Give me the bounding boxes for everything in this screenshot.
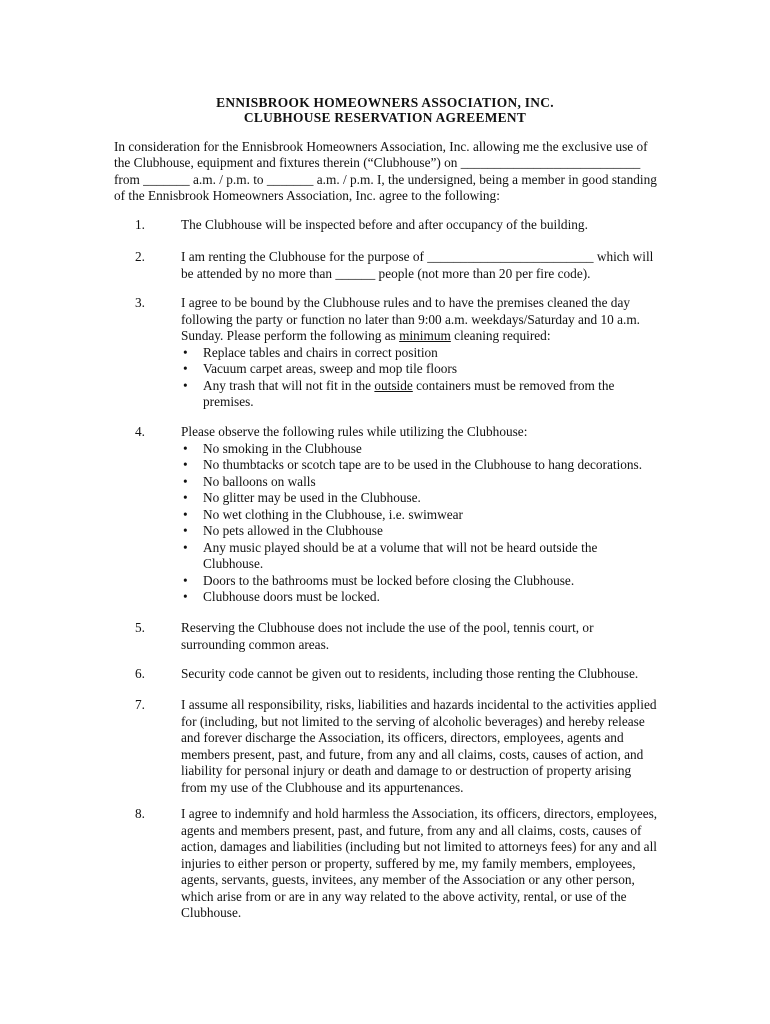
- item-text: action, damages and liabilities (including but not limited to attorneys fees) for any and all: [181, 839, 657, 854]
- bullet-item: • No glitter may be used in the Clubhouse.: [183, 490, 421, 505]
- item-text: following the party or function no later than 9:00 a.m. weekdays/Saturday and 10 a.m.: [181, 311, 640, 327]
- item-text: members present, past, and future, from any and all claims, costs, causes of action, and: [181, 746, 644, 762]
- intro-line: In consideration for the Ennisbrook Homeowners Association, Inc. allowing me the exclusive use of: [114, 139, 648, 154]
- item-text: from my use of the Clubhouse and its appurtenances.: [181, 779, 464, 795]
- bullet-item: • Replace tables and chairs in correct position: [183, 344, 438, 360]
- item-number: 8.: [135, 806, 145, 821]
- item-text: surrounding common areas.: [181, 636, 330, 652]
- item-number: 2.: [135, 249, 145, 264]
- intro-line: from _______ a.m. / p.m. to _______ a.m. / p.m. I, the undersigned, being a member in good standing: [114, 171, 657, 187]
- bullet-item: • Doors to the bathrooms must be locked before closing the Clubhouse.: [183, 572, 575, 588]
- bullet-item: • Vacuum carpet areas, sweep and mop tile floors: [183, 361, 458, 376]
- bullet-icon: •: [183, 473, 188, 489]
- item-text: I am renting the Clubhouse for the purpose of _________________________ which will: [181, 249, 654, 264]
- bullet-icon: •: [183, 457, 188, 472]
- bullet-icon: •: [183, 377, 188, 393]
- item-text: for (including, but not limited to the serving of alcoholic beverages) and hereby release: [181, 713, 645, 729]
- bullet-icon: •: [183, 490, 188, 505]
- bullet-icon: •: [183, 572, 188, 588]
- bullet-icon: •: [183, 344, 188, 360]
- item-number: 5.: [135, 620, 145, 635]
- bullet-item: • No pets allowed in the Clubhouse: [183, 523, 383, 538]
- item-text: Sunday. Please perform the following as minimum cleaning required:: [181, 328, 551, 343]
- intro-line: the Clubhouse, equipment and fixtures therein (“Clubhouse”) on ___________________________: [114, 155, 641, 171]
- bullet-icon: •: [183, 440, 188, 456]
- item-text: I agree to indemnify and hold harmless the Association, its officers, directors, employees,: [181, 806, 658, 821]
- item-text: I assume all responsibility, risks, liabilities and hazards incidental to the activities applied: [181, 697, 657, 712]
- association-title: ENNISBROOK HOMEOWNERS ASSOCIATION, INC.: [216, 95, 554, 110]
- item-text: Clubhouse.: [181, 905, 242, 920]
- outside-underlined: outside: [374, 377, 413, 393]
- bullet-item: • No thumbtacks or scotch tape are to be used in the Clubhouse to hang decorations.: [183, 457, 643, 472]
- item-text: which arise from or are in any way related to the above activity, rental, or use of the: [181, 888, 627, 904]
- bullet-icon: •: [183, 506, 188, 522]
- bullet-icon: •: [183, 361, 188, 376]
- bullet-icon: •: [183, 589, 188, 604]
- agreement-title: CLUBHOUSE RESERVATION AGREEMENT: [243, 110, 527, 125]
- bullet-item: • No balloons on walls: [183, 473, 316, 489]
- bullet-item: • Any music played should be at a volume that will not be heard outside the Clubhouse.: [183, 539, 598, 571]
- item-text: be attended by no more than ______ people (not more than 20 per fire code).: [181, 265, 591, 281]
- item-text: The Clubhouse will be inspected before and after occupancy of the building.: [181, 217, 588, 232]
- item-number: 6.: [135, 666, 145, 681]
- bullet-icon: •: [183, 539, 188, 555]
- bullet-item: • No smoking in the Clubhouse: [183, 440, 362, 456]
- item-number: 1.: [135, 217, 145, 232]
- item-number: 3.: [135, 295, 145, 310]
- minimum-underlined: minimum: [399, 328, 451, 343]
- item-number: 4.: [135, 424, 145, 439]
- item-text: Security code cannot be given out to residents, including those renting the Clubhouse.: [181, 666, 639, 681]
- bullet-icon: •: [183, 523, 188, 538]
- item-text: agents and members present, past, and future, from any and all claims, costs, causes of: [181, 822, 642, 838]
- item-text: and forever discharge the Association, its officers, directors, employees, agents and: [181, 730, 624, 745]
- item-text: I agree to be bound by the Clubhouse rules and to have the premises cleaned the day: [181, 295, 630, 310]
- item-text: injuries to either person or property, suffered by me, my family members, employees,: [181, 855, 636, 871]
- item-text: liability for personal injury or death and damage to or destruction of property arising: [181, 763, 632, 778]
- intro-paragraph: [114, 139, 662, 204]
- bullet-item: • Any trash that will not fit in the outside containers must be removed from the premises.: [183, 377, 615, 409]
- item-text: Please observe the following rules while utilizing the Clubhouse:: [181, 424, 528, 439]
- bullet-item: • No wet clothing in the Clubhouse, i.e. swimwear: [183, 506, 463, 522]
- bullet-item: • Clubhouse doors must be locked.: [183, 589, 380, 604]
- item-number: 7.: [135, 697, 145, 712]
- intro-line: of the Ennisbrook Homeowners Association, Inc. agree to the following:: [114, 187, 500, 203]
- item-text: Reserving the Clubhouse does not include the use of the pool, tennis court, or: [181, 620, 594, 635]
- item-text: agents, servants, guests, invitees, any member of the Association or any other person,: [181, 872, 635, 887]
